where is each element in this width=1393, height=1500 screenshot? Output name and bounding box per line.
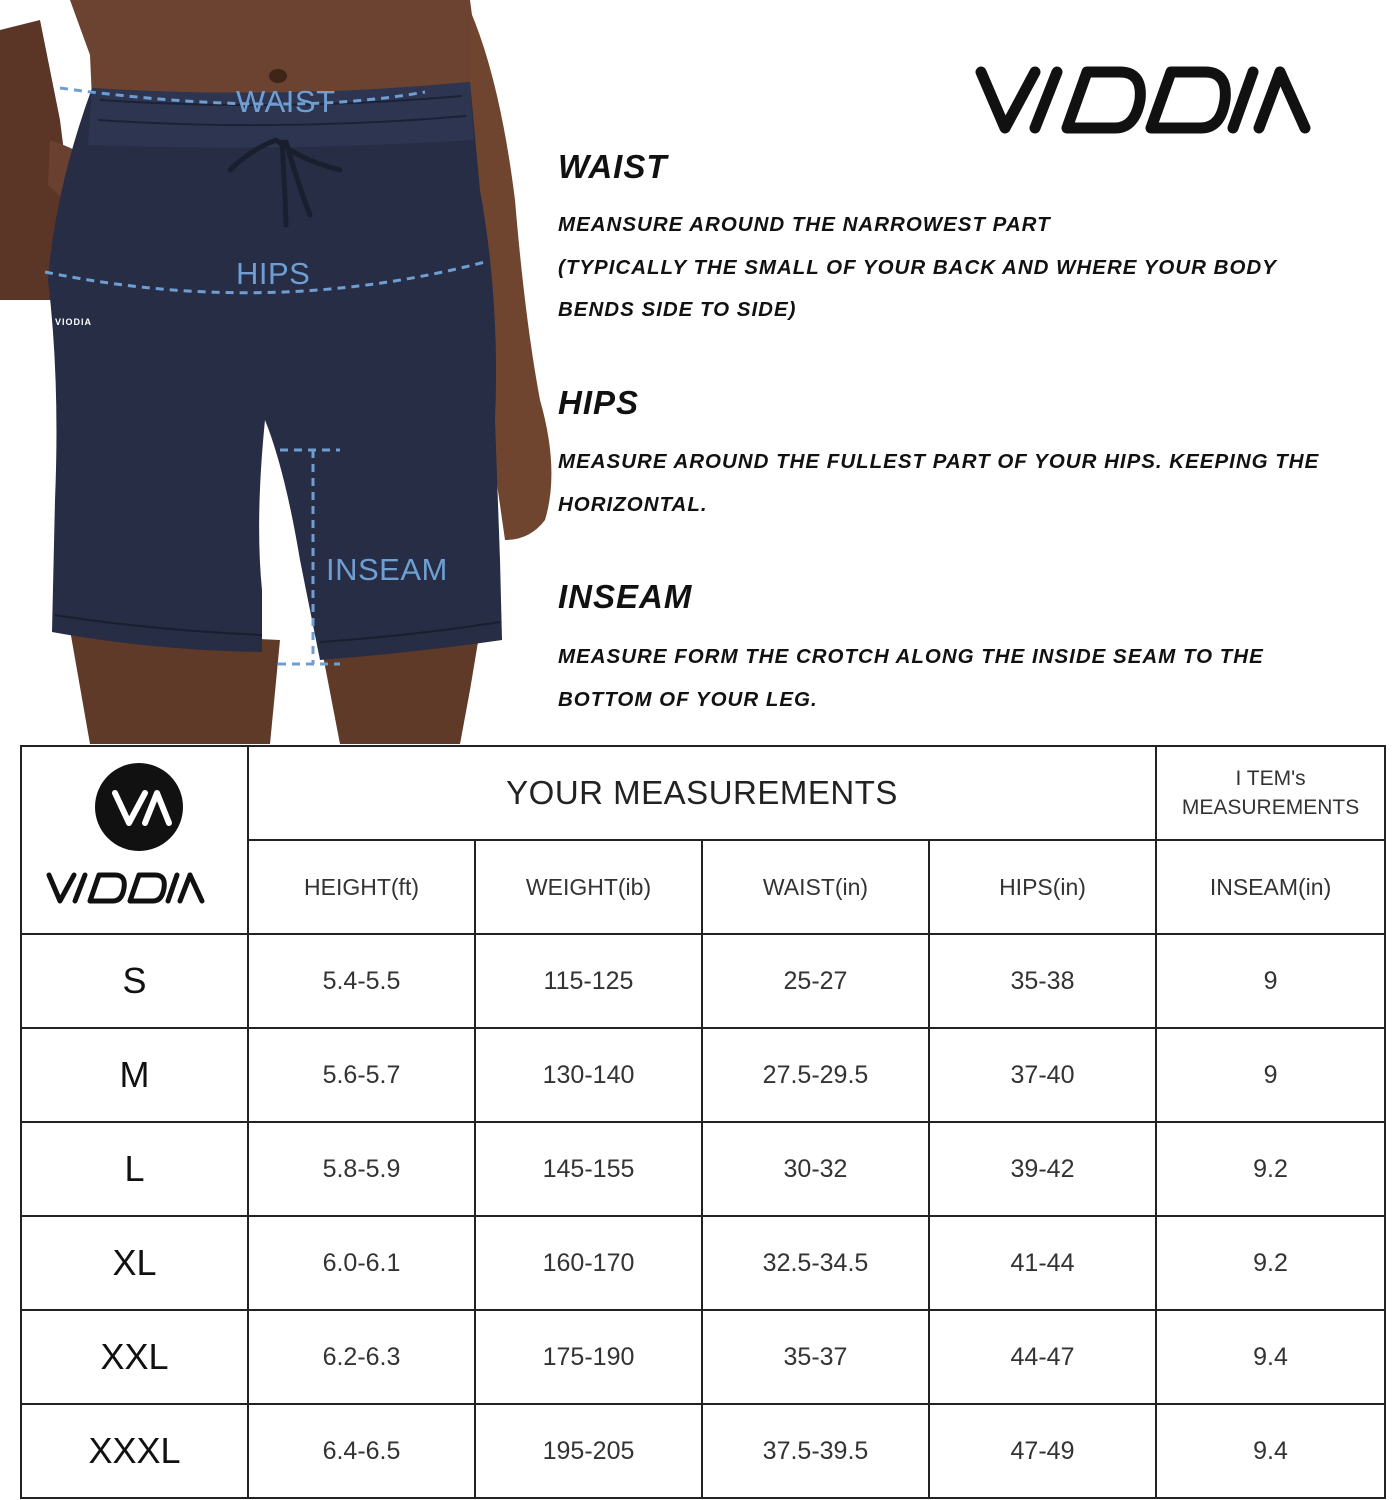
waist-description-line: BENDS SIDE TO SIDE): [558, 298, 797, 321]
weight-cell: 175-190: [475, 1310, 702, 1404]
waist-label: WAIST: [236, 84, 336, 119]
waist-cell: 27.5-29.5: [702, 1028, 929, 1122]
inseam-description: [558, 636, 1393, 721]
height-cell: 6.4-6.5: [248, 1404, 475, 1498]
weight-cell: 145-155: [475, 1122, 702, 1216]
item-header-line1: I TEM's: [1235, 767, 1306, 790]
waist-description-line: (TYPICALLY THE SMALL OF YOUR BACK AND WHERE YOUR BODY: [558, 255, 1277, 279]
size-cell: XL: [21, 1216, 248, 1310]
inseam-description-line: BOTTOM OF YOUR LEG.: [558, 687, 818, 711]
product-photo: [0, 0, 560, 744]
height-cell: 5.8-5.9: [248, 1122, 475, 1216]
navel: [269, 69, 287, 83]
column-header-weight: WEIGHT(ib): [475, 840, 702, 934]
inseam-cell: 9: [1156, 1028, 1385, 1122]
hips-label: HIPS: [236, 256, 311, 291]
inseam-cell: 9.2: [1156, 1216, 1385, 1310]
waist-cell: 35-37: [702, 1310, 929, 1404]
size-cell: XXL: [21, 1310, 248, 1404]
waist-cell: 30-32: [702, 1122, 929, 1216]
size-cell: M: [21, 1028, 248, 1122]
height-cell: 6.0-6.1: [248, 1216, 475, 1310]
item-measurements-header: [1156, 746, 1385, 840]
table-row: [21, 934, 1385, 1028]
hips-cell: 35-38: [929, 934, 1156, 1028]
hips-description-line: HORIZONTAL.: [558, 492, 708, 516]
height-cell: 5.4-5.5: [248, 934, 475, 1028]
inseam-cell: 9: [1156, 934, 1385, 1028]
table-row: [21, 1028, 1385, 1122]
weight-cell: 160-170: [475, 1216, 702, 1310]
weight-cell: 195-205: [475, 1404, 702, 1498]
column-header-height: HEIGHT(ft): [248, 840, 475, 934]
brand-logo: [975, 62, 1335, 138]
column-header-waist: WAIST(in): [702, 840, 929, 934]
table-row: [21, 1216, 1385, 1310]
inseam-cell: 9.2: [1156, 1122, 1385, 1216]
hips-cell: 37-40: [929, 1028, 1156, 1122]
size-chart-table: [20, 745, 1386, 1499]
item-header-line2: MEASUREMENTS: [1181, 796, 1360, 819]
table-logo-cell: [21, 746, 248, 934]
height-cell: 5.6-5.7: [248, 1028, 475, 1122]
inseam-cell: 9.4: [1156, 1404, 1385, 1498]
hips-description: [558, 441, 1393, 526]
hips-cell: 41-44: [929, 1216, 1156, 1310]
waist-heading: WAIST: [558, 148, 668, 185]
hips-heading: HIPS: [558, 384, 640, 421]
waist-description: [558, 204, 1393, 332]
table-row: [21, 1310, 1385, 1404]
inseam-label: INSEAM: [326, 552, 448, 587]
size-cell: XXXL: [21, 1404, 248, 1498]
hips-cell: 39-42: [929, 1122, 1156, 1216]
hips-cell: 47-49: [929, 1404, 1156, 1498]
weight-cell: 130-140: [475, 1028, 702, 1122]
size-cell: S: [21, 934, 248, 1028]
inseam-heading: INSEAM: [558, 578, 693, 615]
brand-emblem: [35, 757, 235, 917]
waist-cell: 37.5-39.5: [702, 1404, 929, 1498]
weight-cell: 115-125: [475, 934, 702, 1028]
hips-cell: 44-47: [929, 1310, 1156, 1404]
height-cell: 6.2-6.3: [248, 1310, 475, 1404]
table-row: [21, 1404, 1385, 1498]
inseam-description-line: MEASURE FORM THE CROTCH ALONG THE INSIDE SEAM TO THE: [558, 645, 1264, 668]
waist-cell: 25-27: [702, 934, 929, 1028]
inseam-cell: 9.4: [1156, 1310, 1385, 1404]
size-cell: L: [21, 1122, 248, 1216]
column-header-hips: HIPS(in): [929, 840, 1156, 934]
waist-cell: 32.5-34.5: [702, 1216, 929, 1310]
waist-description-line: MEANSURE AROUND THE NARROWEST PART: [558, 213, 1051, 236]
column-header-inseam: INSEAM(in): [1156, 840, 1385, 934]
pocket-brand-tag: VIODIA: [55, 317, 93, 327]
table-row: [21, 1122, 1385, 1216]
hips-description-line: MEASURE AROUND THE FULLEST PART OF YOUR HIPS. KEEPING THE: [558, 450, 1320, 473]
table-header-row: [21, 746, 1385, 840]
your-measurements-header: YOUR MEASUREMENTS: [248, 746, 1156, 840]
